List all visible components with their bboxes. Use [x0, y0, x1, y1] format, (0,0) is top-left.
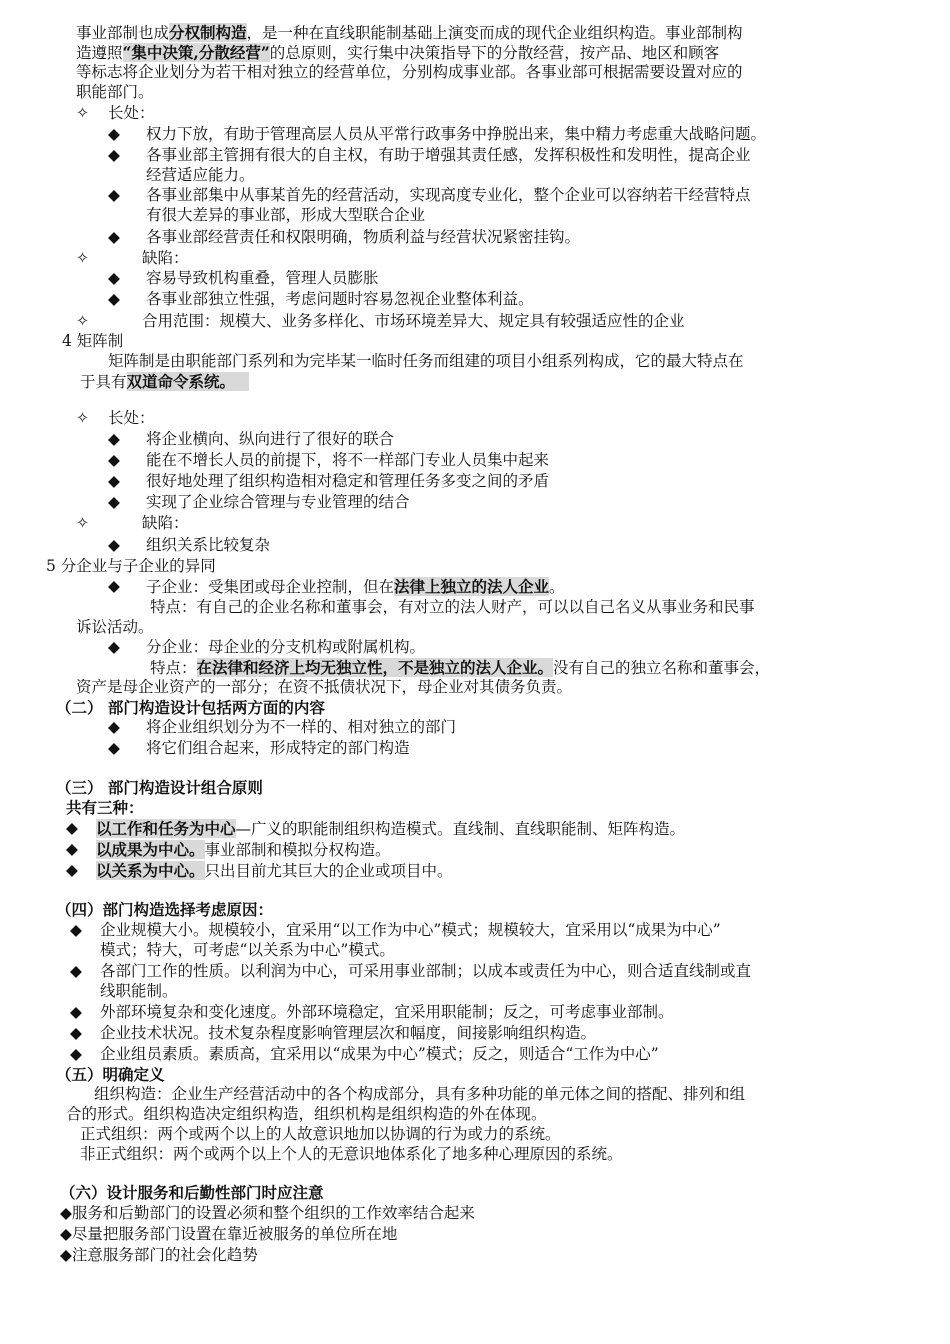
branch-line: 分企业：母企业的分支机构或附属机构。	[146, 638, 426, 656]
definition-line-2: 合的形式。组织构造决定组织构造，组织机构是组织构造的外在体现。	[66, 1105, 547, 1123]
text: 的总原则，实行集中决策指导下的分散经营，按产品、地区和顾客	[269, 44, 720, 62]
highlight-term: 双道命令系统。	[127, 372, 250, 391]
list-item: 各事业部集中从事某首先的经营活动，实现高度专业化，整个企业可以容纳若干经营特点	[146, 186, 751, 204]
scope-text: 合用范围：规模大、业务多样化、市场环境差异大、规定具有较强适应性的企业	[142, 312, 685, 330]
list-item	[96, 818, 685, 840]
subsidiary-feature-line-1: 特点：有自己的企业名称和董事会，有对立的法人财产，可以以自己名义从事业务和民事	[150, 598, 755, 616]
list-item	[96, 839, 391, 861]
text: 造遵照	[76, 44, 123, 62]
highlight-term: 分权制构造	[169, 23, 247, 42]
diamond-bullet-icon: ◆	[108, 228, 120, 246]
list-item: 企业技术状况。技术复杂程度影响管理层次和幅度，间接影响组织构造。	[100, 1024, 597, 1042]
diamond-bullet-icon: ◆	[108, 146, 120, 164]
diamond-bullet-icon: ◆	[108, 638, 120, 656]
intro-line-2	[76, 42, 719, 64]
diamond-bullet-icon: ◆	[66, 819, 78, 837]
section-heading-3: （三） 部门构造设计组合原则	[56, 778, 263, 797]
list-item: ◆尽量把服务部门设置在靠近被服务的单位所在地	[60, 1225, 398, 1243]
section-heading-6: （六）设计服务和后勤性部门时应注意	[60, 1183, 324, 1202]
branch-feature-line-1	[150, 657, 770, 679]
matrix-para-line-1: 矩阵制是由职能部门系列和为完毕某一临时任务而组建的项目小组系列构成，它的最大特点在	[108, 352, 744, 370]
pros-label: 长处：	[108, 104, 155, 122]
outline-diamond-icon: ✧	[76, 514, 89, 532]
outline-diamond-icon: ✧	[76, 409, 89, 427]
definition-line-4: 非正式组织：两个或两个以上个人的无意识地体系化了地多种心理原因的系统。	[80, 1145, 623, 1163]
list-item-continued: 线职能制。	[100, 982, 178, 1000]
outline-diamond-icon: ✧	[76, 312, 89, 330]
text: 子企业：受集团或母企业控制，但在	[146, 578, 395, 596]
text: 。	[549, 578, 565, 596]
list-item-continued: 经营适应能力。	[146, 166, 255, 184]
diamond-bullet-icon: ◆	[108, 493, 120, 511]
matrix-para-line-2	[80, 371, 249, 393]
highlight-term: “集中决策,分散经营”	[122, 43, 270, 62]
diamond-bullet-icon: ◆	[108, 451, 120, 469]
list-item: 各事业部主管拥有很大的自主权，有助于增强其责任感，发挥积极性和发明性，提高企业	[146, 146, 751, 164]
list-item-continued: 有很大差异的事业部，形成大型联合企业	[146, 206, 426, 224]
diamond-bullet-icon: ◆	[108, 536, 120, 554]
cons-label: 缺陷：	[142, 514, 189, 532]
diamond-bullet-icon: ◆	[108, 718, 120, 736]
diamond-bullet-icon: ◆	[108, 186, 120, 204]
intro-line-3: 等标志将企业划分为若干相对独立的经营单位，分别构成事业部。各事业部可根据需要设置对应的	[76, 63, 743, 81]
list-item: ◆注意服务部门的社会化趋势	[60, 1246, 258, 1264]
outline-diamond-icon: ✧	[76, 104, 89, 122]
section-heading-2: （二） 部门构造设计包括两方面的内容	[56, 698, 325, 717]
diamond-bullet-icon: ◆	[108, 290, 120, 308]
section-heading-branch: 5 分企业与子企业的异同	[46, 557, 216, 575]
list-item: 外部环境复杂和变化速度。外部环境稳定，宜采用职能制；反之，可考虑事业部制。	[100, 1003, 674, 1021]
list-item: 各事业部独立性强，考虑问题时容易忽视企业整体利益。	[146, 290, 534, 308]
cons-label: 缺陷：	[142, 249, 189, 267]
intro-line-1	[76, 22, 743, 44]
highlight-term: 以关系为中心。	[96, 861, 205, 880]
diamond-bullet-icon: ◆	[70, 1024, 82, 1042]
list-item: 企业组员素质。素质高，宜采用以“成果为中心”模式；反之，则适合“工作为中心”	[100, 1045, 659, 1063]
definition-line-3: 正式组织：两个或两个以上的人故意识地加以协调的行为或力的系统。	[80, 1125, 561, 1143]
highlight-term: 以成果为中心。	[96, 840, 205, 859]
diamond-bullet-icon: ◆	[66, 840, 78, 858]
diamond-bullet-icon: ◆	[70, 921, 82, 939]
text: 特点：	[150, 659, 197, 677]
diamond-bullet-icon: ◆	[70, 1045, 82, 1063]
list-item: 能在不增长人员的前提下，将不一样部门专业人员集中起来	[146, 451, 550, 469]
diamond-bullet-icon: ◆	[66, 861, 78, 879]
diamond-bullet-icon: ◆	[108, 472, 120, 490]
diamond-bullet-icon: ◆	[108, 430, 120, 448]
diamond-bullet-icon: ◆	[108, 125, 120, 143]
subsidiary-line	[146, 576, 565, 598]
highlight-term: 在法律和经济上均无独立性，不是独立的法人企业。	[196, 658, 554, 677]
list-item: 很好地处理了组织构造相对稳定和管理任务多变之间的矛盾	[146, 472, 550, 490]
text: 没有自己的独立名称和董事会，	[553, 659, 771, 677]
list-item: 各部门工作的性质。以利润为中心，可采用事业部制；以成本或责任为中心，则合适直线制或直	[100, 962, 752, 980]
definition-line-1: 组织构造：企业生产经营活动中的各个构成部分，具有多种功能的单元体之间的搭配、排列和组	[94, 1085, 746, 1103]
section-heading-matrix: 4 矩阵制	[62, 332, 124, 350]
list-item: ◆服务和后勤部门的设置必须和整个组织的工作效率结合起来	[60, 1204, 475, 1222]
text: 事业部制和模拟分权构造。	[204, 841, 391, 859]
diamond-bullet-icon: ◆	[70, 1003, 82, 1021]
text: —广义的职能制组织构造模式。直线制、直线职能制、矩阵构造。	[235, 820, 686, 838]
diamond-bullet-icon: ◆	[108, 577, 120, 595]
subsidiary-feature-line-2: 诉讼活动。	[76, 618, 154, 636]
highlight-term: 以工作和任务为中心	[96, 819, 236, 838]
list-item-continued: 模式；特大，可考虑“以关系为中心”模式。	[100, 941, 395, 959]
outline-diamond-icon: ✧	[76, 249, 89, 267]
intro-line-4: 职能部门。	[76, 83, 154, 101]
list-item	[96, 860, 453, 882]
diamond-bullet-icon: ◆	[70, 962, 82, 980]
list-item: 将它们组合起来，形成特定的部门构造	[146, 739, 410, 757]
count-label: 共有三种：	[66, 798, 144, 817]
list-item: 实现了企业综合管理与专业管理的结合	[146, 493, 410, 511]
list-item: 权力下放，有助于管理高层人员从平常行政事务中挣脱出来，集中精力考虑重大战略问题。	[146, 125, 767, 143]
branch-feature-line-2: 资产是母企业资产的一部分；在资不抵债状况下，母企业对其债务负责。	[76, 678, 573, 696]
highlight-term: 法律上独立的法人企业	[394, 577, 550, 596]
list-item: 企业规模大小。规模较小，宜采用“以工作为中心”模式；规模较大，宜采用以“成果为中心”	[100, 921, 721, 939]
text: 事业部制也成	[76, 24, 170, 42]
section-heading-5: （五）明确定义	[56, 1065, 165, 1084]
section-heading-4: （四）部门构造选择考虑原因：	[56, 900, 274, 919]
list-item: 组织关系比较复杂	[146, 536, 271, 554]
text: ，是一种在直线职能制基础上演变而成的现代企业组织构造。事业部制构	[246, 24, 743, 42]
list-item: 各事业部经营责任和权限明确，物质利益与经营状况紧密挂钩。	[146, 228, 581, 246]
list-item: 将企业横向、纵向进行了很好的联合	[146, 430, 395, 448]
pros-label: 长处：	[108, 409, 155, 427]
list-item: 将企业组织划分为不一样的、相对独立的部门	[146, 718, 457, 736]
text: 于具有	[80, 373, 127, 391]
diamond-bullet-icon: ◆	[108, 269, 120, 287]
diamond-bullet-icon: ◆	[108, 739, 120, 757]
text: 只出目前尤其巨大的企业或项目中。	[204, 862, 453, 880]
list-item: 容易导致机构重叠，管理人员膨胀	[146, 269, 379, 287]
